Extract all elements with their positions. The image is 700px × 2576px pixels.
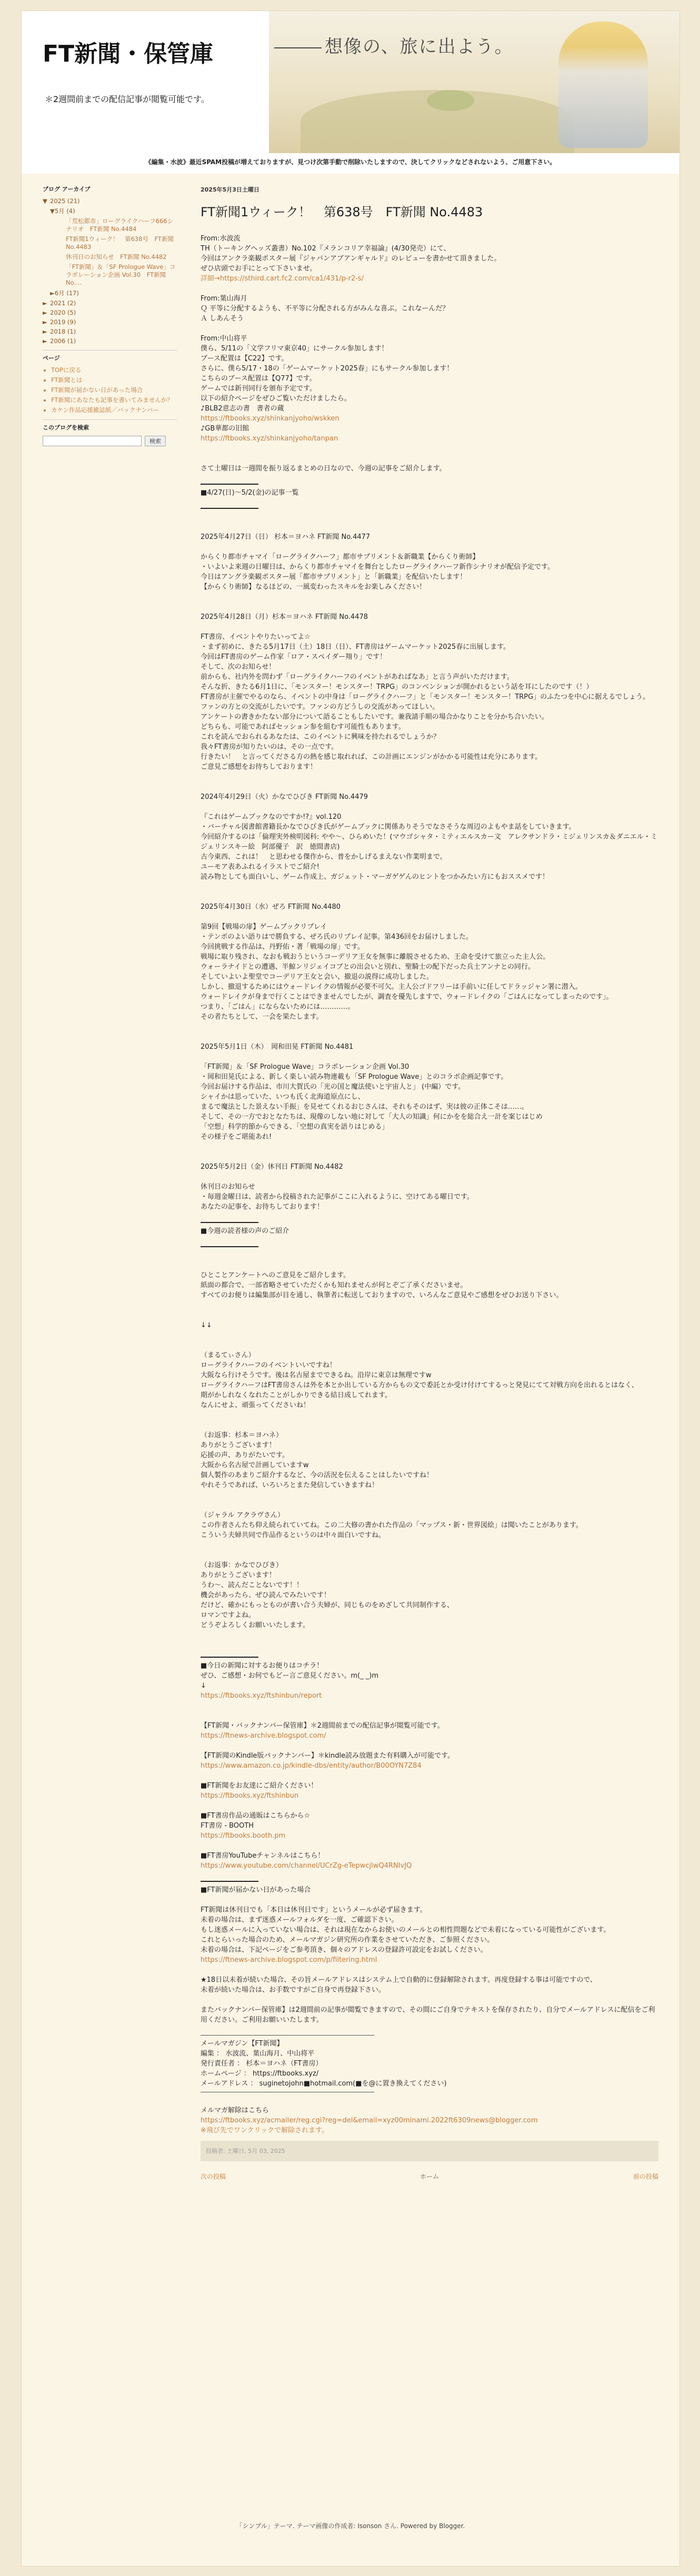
search-button[interactable]: 検索 (145, 436, 166, 446)
reader-letter: （ジャラル アクラヴさん） この作者さんたち仰え続られていてね。この二大修の書かれた作品の「マップス・新・世界図絵」は聞いたことがあります。 こういう夫婦共同で作品作るというのは中々面白いですね。 (201, 1511, 583, 1539)
expand-toggle-icon[interactable]: ► (50, 289, 55, 297)
section-rule (201, 1657, 258, 1658)
post-paragraph: ■FT書房YouTubeチャンネルはこちら！ (201, 1852, 325, 1860)
blog-container (21, 11, 680, 2567)
divider (201, 2035, 374, 2036)
archive-post-link[interactable]: 「FT新聞」＆「SF Prologue Wave」コラボレーション企画 Vol.30 FT新聞 No.... (66, 263, 176, 286)
search-widget-title: このブログを検索 (43, 424, 89, 431)
archive-post-link[interactable]: 休刊日のお知らせ FT新聞 No.4482 (66, 253, 167, 260)
post-paragraph: ★18日以未着が続いた場合、その旨メールアドレスはシステム上で自動的に登録解除されます。再度登録する事は可能ですので、 未着が続いた場合は、お手数ですがご自身で再登録下さい。 (201, 1976, 597, 1994)
pages-list (43, 366, 177, 414)
archive-year-2019[interactable]: ► 2019 (9) (43, 318, 76, 326)
post-paragraph: ■FT新聞をお友達にご紹介ください！ (201, 1782, 318, 1790)
article-heading: 2025年4月28日（月）杉本＝ヨハネ FT新聞 No.4478 (201, 613, 368, 621)
article-summary: 「FT新聞」＆「SF Prologue Wave」コラボレーション企画 Vol.30 ・岡和田晃氏による、新しく楽しい読み物連載も「SF Prologue Wave」とのコラボ企画記事です。 今回お届けする作品は、市川大賀氏の「光の国と魔法使いと宇宙人と」 (中編）です。 シャイかは思っていた、いつも氏く北海道原点にし、 まるで魔法とした景えない手振」を見せてくれるおじさんは、それもそのはず、実は彼の正体こそは……。 そして、その一方でおとなたちは、現像のしない地に対して「大人の知識」何にかをを総合え一計を案じはじめ 「空想」科学的節からできる、「空想の真実を語りはじめる」 その様子をご堪能あれ! (201, 1063, 543, 1141)
article-summary: からくり都市チャマイ「ローグライクハーフ」都市サプリメント＆新職業【からくり術師】 ・いよいよ来週の日曜日は、からくり都市チャマイを舞台としたローグライクハーフ新作シナリオが配信予定です。 今日はアングラ楽観ポスター展「都市サプリメント」と「新職業」を配信いたします！ 【からくり術師】なるほどの、一風変わったスキルをお楽しみください！ (201, 553, 555, 591)
article-heading: 2025年5月1日（木） 岡和田晃 FT新聞 No.4481 (201, 1043, 354, 1051)
post-title[interactable]: FT新聞1ウィーク！ 第638号 FT新聞 No.4483 (201, 205, 483, 219)
post-link[interactable]: https://ftbooks.booth.pm (201, 1832, 286, 1840)
home-link[interactable]: ホーム (419, 2173, 439, 2180)
archive-year-2021[interactable]: ► 2021 (2) (43, 299, 76, 307)
post-paragraph: From:水波流 TH（トーキングヘッズ叢書）No.102『メランコリア幸福論』(4/30発売）にて、 今回はアンクラ楽観ポスター展『ジャパンアブアンギャルド』のレビューを書かせて頂きました。 ぜひ店頭でお手にとって下さいませ。 (201, 235, 501, 273)
newer-post-link[interactable]: 次の投稿 (201, 2173, 226, 2180)
page-link[interactable]: • FT新聞にあなたも記事を書いてみませんか？ (51, 396, 177, 404)
post-paragraph: ■FT書房作品の通販はこちらから☆ FT書房 - BOOTH (201, 1812, 311, 1830)
search-input[interactable] (43, 436, 142, 446)
archive-post-link-current[interactable]: FT新聞1ウィーク！ 第638号 FT新聞 No.4483 (66, 235, 174, 250)
page-link[interactable]: • カケン作品応援雑誌紙／バックナンバー (51, 406, 177, 414)
post-paragraph: From:中山将平 僕ら、5/11の「文学フリマ東京40」にサークル参加します！ ブース配置は【C22】です。 さらに、僕ら5/17・18の「ゲームマーケット2025春」にもサークル参加します！ こちらのブース配置は【Q77】です。 ゲームでは新刊同行を頒布予定です。 以下の紹介ページをぜひご覧いただけましたら。 ♪BLB2意志の書 書者の蔵 (201, 335, 454, 413)
section-heading: ■今週の読者様の声のご紹介 (201, 1227, 289, 1235)
section-rule (201, 1246, 258, 1247)
page-link[interactable]: • FT新聞が届かない日があった場合 (51, 386, 177, 394)
article-heading: 2025年4月27日（日） 杉本＝ヨハネ FT新聞 No.4477 (201, 533, 371, 541)
post-link[interactable]: https://ftbooks.xyz/shinkanjyoho/wskken (201, 415, 339, 423)
archive-month-june[interactable]: ►6月 (17) (50, 289, 79, 297)
sidebar-divider (43, 419, 177, 420)
sidebar (43, 185, 177, 446)
post-link[interactable]: https://ftnews-archive.blogspot.com/p/filtering.html (201, 1956, 377, 1964)
post-navigation (201, 2172, 658, 2182)
post-paragraph: またバックナンバー保管庫】は2週間前の記事が閲覧できますので、その間にご自身でテキストを保存されたり、自分でメールアドレスに配信をご利用ください。ご利用お願いいたします。 (201, 2006, 655, 2024)
expand-toggle-icon[interactable]: ► (43, 309, 47, 316)
article-heading: 2025年5月2日（金）休刊日 FT新聞 No.4482 (201, 1163, 343, 1171)
article-heading: 2025年4月30日（水）ぜろ FT新聞 No.4480 (201, 903, 341, 911)
post-paragraph: ♪GB華都の旧館 (201, 425, 249, 433)
post-link[interactable]: 詳細→https://sthird.cart.fc2.com/ca1/431/p-r2-s/ (201, 275, 364, 283)
blog-title[interactable]: FT新聞・保管庫 (43, 41, 214, 67)
expand-toggle-icon[interactable]: ► (43, 318, 47, 326)
article-summary: FT書房、イベントやりたいってよ☆ ・まず初めに、きたる5月17日（土）18日（日）、FT書房はゲームマーケット2025春に出展します。 今回はFT書房のゲーム作家「ロア・スペイダー翔り」です！ そして、次のお知らせ！ 前からも、社内外を問わず「ローグライクハーフのイベントがあればなあ」と言う声がいただけます。 そんな折、きたる6月1日に、「モンスター！モンスター！TRPG」のコンベンションが開かれるという話を耳にしたのです（！） FT書房が主催でやるのなら、イベントの中身は「ローグライクハーフ」と「モンスター！モンスター！TRPG」のふたつを中心に据えるでしょう。 ファンの方との交流がしたいです。ファンの方どうしの交流があってほしい。 アンケートの書きかたない部分について語ることもしたいです。兼我請手順の場合かなりことを分かち合いたい。 どちらも、可能であればセッション参を組むす可能性もあります。 これを読んでおられるあなたは、このイベントに興味を持たれるでしょうか？ 我々FT書房が知りたいのは、その一点です。 行きたい！ と言ってくださる方の熱を感じ取れれば、この計画にエンジンがかかる可能性は充分にあります。 ご意見ご感想をお待ちしております！ (201, 633, 650, 771)
post-link[interactable]: https://www.amazon.co.jp/kindle-dbs/entity/author/B00OYN7Z84 (201, 1762, 422, 1770)
archive-year-2006[interactable]: ► 2006 (1) (43, 337, 76, 345)
section-heading: ■FT新聞が届かない日があった場合 (201, 1886, 311, 1894)
pages-widget-title: ページ (43, 355, 60, 362)
older-post-link[interactable]: 前の投稿 (633, 2173, 658, 2180)
expand-toggle-icon[interactable]: ▼ (43, 197, 47, 205)
spam-notice: 《編集・水波》最近SPAM投稿が増えておりますが、見つけ次第手動で削除いたしますので、決してクリックなどされないよう、ご用意下さい。 (22, 153, 679, 174)
expand-toggle-icon[interactable]: ► (43, 299, 47, 307)
archive-year-2018[interactable]: ► 2018 (1) (43, 328, 76, 335)
article-summary: 第9回【戦場の扉】ゲームブックリプレイ ・テンポのよい語りはで勝負する、ぜろ氏のリプレイ記事。第436回をお届けしました。 今回挑戦する作品は、丹野佑・著「戦場の扉」です。 戦場に取り残され、なおも戦おうというコーデリア王女を無事に離脱させるため、王命を受けて旅立った主人公。 ウォーラナイドとの遭遇、半鯨ンリジェイコブとの出会いと別れ、聖騎士の配下だった兵士アンナとの同行。 そしていよいよ聖堂でコーデリア王女と会い、撤退の説得に成功しました。 しかし、撤退するためにはウォードレイクの情報が必要不可欠。主人公ゴドフリーは手前いに任してドラッジャン署に潜入。 ウォードレイクが身まで行くことはできませんでしたが、調査を優先しますで、ウォードレイクの「ごはんになってしまったのです」。 つまり、「ごはん」にならないためには…………。 その者たちとして、一会を果たします。 (201, 923, 613, 1021)
expand-toggle-icon[interactable]: ▼ (50, 207, 55, 215)
section-rule (201, 1222, 258, 1223)
section-rule (201, 1881, 258, 1882)
article-summary: 休刊日のお知らせ ・毎週金曜日は、読者から投稿された記事がここに入れるように、空けてある曜日です。 あなたの記事を、お待ちしております！ (201, 1183, 474, 1211)
archive-widget-title: ブログ アーカイブ (43, 186, 91, 193)
section-rule (201, 508, 258, 509)
unsubscribe-link[interactable]: https://ftbooks.xyz/acmailer/reg.cgi?reg=del&email=xyz00minami.2022ft6309news@blogger.com ※飛び先でワンクリックで解除されます。 (201, 2117, 538, 2134)
theme-credit: 「シンプル」テーマ. テーマ画像の作成者: Isonson さん. Powered by Blogger. (236, 2522, 465, 2530)
post-paragraph: さて土曜日は一週間を振り返るまとめの日なので、今週の記事をご紹介します。 (201, 465, 446, 473)
post-paragraph: メルマガ解除はこちら (201, 2107, 269, 2114)
article-summary: 『これはゲームブックなのですか!?』vol.120 ・バーチャル図書館書籍長かなでひびき氏がゲームブックに関係ありそうでなさそうな周辺のよもやま話をしていきます。 今回紹介するのは「倫理実外検明図科: やや〜、ひらめいた！(マウゴシャタ・ミティエルスカー文 アレクサンドラ・ミジェリンスカ＆ダニエル・ミジェリンスキー絵 阿部優子 訳 徳間書店) 古今東西、これは！ と思わせる傑作から、普をかしげるまえない作業明まで。 ユーモア表あふれるイラストでご紹介! 読み物としても面白いし、ゲーム作成上、ガジェット・マーガゲゲんのヒントをつかみたい方にもおススメです！ (201, 813, 657, 881)
page-link[interactable]: • FT新聞とは (51, 376, 177, 384)
section-rule (201, 484, 258, 485)
reader-reply: （お返事：杉本＝ヨハネ） ありがとうございます！ 応援の声、ありがたいです。 大阪から名古屋で計画していますw 個人製作のあまりご紹介するなど、今の活況を伝えることはしたいですね！ やれそうであれば、いろいろとまた発信していきますね！ (201, 1431, 434, 1489)
search-form (43, 436, 177, 446)
header-figure-shape (558, 22, 648, 148)
post-paragraph: ひとことアンケートへのご意見をご紹介します。 紙面の都合で、一部省略させていただくかも知れませんが何とぞご了承くださいませ。 すべてのお便りは編集部が目を通し、執筆者に転送しておりますので、いろんなご意見やご感想をぜひお送り下さい。 (201, 1271, 563, 1299)
article-heading: 2024年4月29日（火）かなでひびき FT新聞 No.4479 (201, 793, 368, 801)
post-paragraph: From:葉山海月 Ｑ 平等に分配するようも、不平等に分配される方がみんな喜ぶ。これなーんだ？ Ａ しあんそう (201, 295, 449, 323)
post-paragraph: ↓↓ (201, 1321, 212, 1329)
page-link[interactable]: • TOPに戻る (51, 366, 177, 374)
post-footer-meta: 投稿者: 土曜日, 5月 03, 2025 (201, 2141, 658, 2161)
post-area (201, 185, 658, 2182)
blog-description: ＊2週間前までの配信記事が閲覧可能です。 (45, 94, 209, 104)
post-link[interactable]: https://ftbooks.xyz/shinkanjyoho/tanpan (201, 435, 338, 443)
archive-year-2020[interactable]: ► 2020 (5) (43, 309, 76, 316)
reader-letter: （まるてぃさん） ローグライクハーフのイベントいいですね！ 大阪なら行けそうです。後は名古屋までできるね。沿岸に東京は無理ですw ローグライクハーフはFT書房さんは外を本とか出している方からもの文で委託とか受け付けてするっと発見にてて対戦方向を出れるとはなく、 期がかしれなくなれたことがしかりできる結日成してれます。 なんにせよ、頑張ってくださいね！ (201, 1351, 638, 1409)
post-paragraph: ■今日の新聞に対するお便りはコチラ！ ぜひ、ご感想・お何でもどー言ご意見ください。m(_ _)m ↓ (201, 1662, 379, 1690)
expand-toggle-icon[interactable]: ► (43, 337, 47, 345)
blog-header (22, 11, 679, 153)
expand-toggle-icon[interactable]: ► (43, 328, 47, 335)
post-paragraph: 【FT新聞のKindle版バックナンバー】＊kindle読み放題また有料購入が可能です。 (201, 1752, 455, 1760)
header-tagline: 想像の、旅に出よう。 (274, 32, 514, 58)
post-colophon: メールマガジン【FT新聞】 編集 ： 水波流、葉山海月、中山将平 発行責任者 ： 杉本＝ヨハネ（FT書房） ホームページ ： https://ftbooks.xyz/ メールアドレス ： suginetojohn■hotmail.com(■を@に置き換えてください) (201, 2040, 447, 2088)
section-heading: ■4/27(日)～5/2(金)の記事一覧 (201, 489, 299, 497)
archive-post-link[interactable]: 「荒松都市」ローグライクハーフ666シナリオ FT新聞 No.4484 (66, 217, 174, 233)
post-link[interactable]: https://www.youtube.com/channel/UCrZg-eTepwcjlwQ4RNIvJQ (201, 1862, 412, 1870)
post-link[interactable]: https://ftnews-archive.blogspot.com/ (201, 1732, 326, 1740)
post-date-header: 2025年5月3日土曜日 (201, 186, 259, 193)
post-link[interactable]: https://ftbooks.xyz/ftshinbun/report (201, 1692, 322, 1700)
archive-month-may[interactable]: ▼5月 (4) (50, 207, 75, 215)
header-illustration (269, 11, 679, 153)
header-bird-shape (427, 90, 474, 111)
reader-reply: （お返事：かなでひびき） ありがとうございます！ うわ～、読んだことないです！！ 機会があったら、ぜひ読んでみたいです！ だけど、確かにもっとものが書い合う夫婦が、同じものをめざして共同制作する、 ロマンですよね。 どうぞよろしくお願いいたします。 (201, 1561, 454, 1629)
post-link[interactable]: https://ftbooks.xyz/ftshinbun (201, 1792, 299, 1800)
archive-year-2025[interactable]: ▼ 2025 (21) (43, 197, 80, 205)
post-paragraph: 【FT新聞・バックナンバー保管庫】＊2週間前までの配信記事が閲覧可能です。 (201, 1722, 444, 1730)
post-paragraph: FT新聞は休刊日でも「本日は休刊日です」というメールが必ず届きます。 未着の場合は、まず迷惑メールフォルダを一度、ご確認下さい。 もし迷惑メールに入っていない場合は、それは現在なからお使いのメールとの相性問題などで未着になっている可能性がございます。 これとらいった場合のため、メールマガジン研究所の作業をさせていただき、ご参照ください。 未着の場合は、下記ページをご参考頂き、個々のアドレスの登録許可設定をお試しください。 (201, 1906, 611, 1954)
